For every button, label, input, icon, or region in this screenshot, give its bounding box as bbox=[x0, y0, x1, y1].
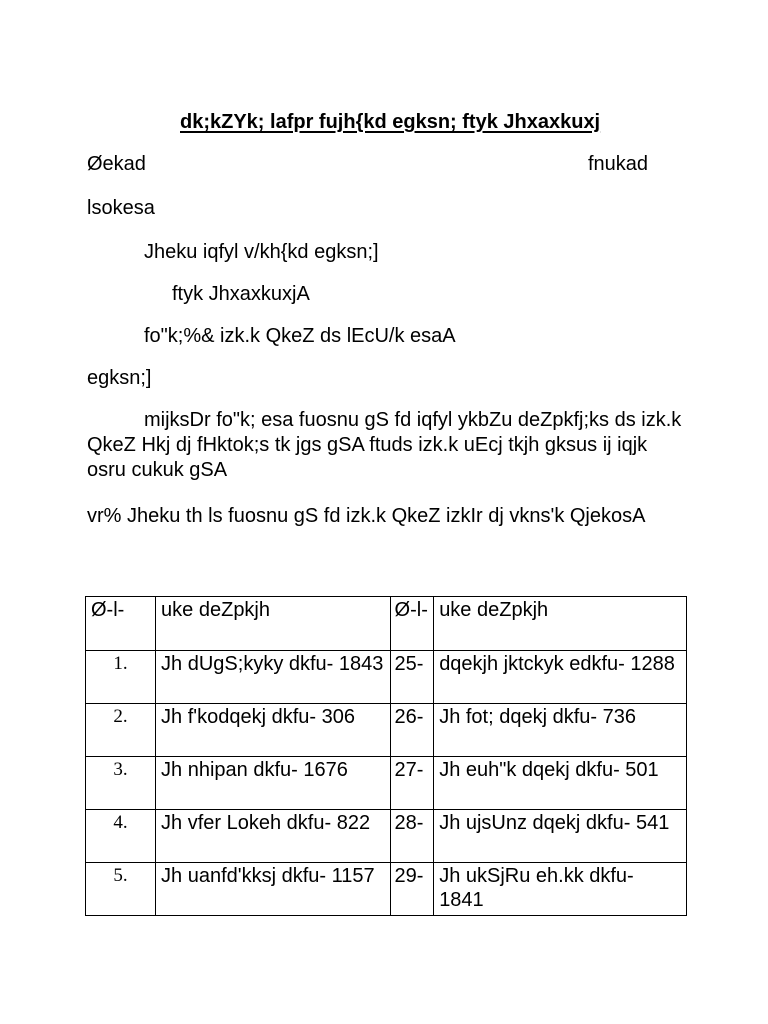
serial-header-left: Ø-l- bbox=[86, 597, 156, 651]
serial-left: 5. bbox=[86, 863, 156, 916]
body-paragraph-2: vr% Jheku th ls fuosnu gS fd izk.k QkeZ izkIr dj vkns'k QjekosA bbox=[87, 505, 646, 527]
reference-number-label: Øekad bbox=[87, 153, 146, 175]
employee-name-right: Jh euh"k dqekj dkfu- 501 bbox=[434, 757, 687, 810]
salutation: egksn;] bbox=[87, 367, 152, 389]
serial-left: 3. bbox=[86, 757, 156, 810]
date-label: fnukad bbox=[588, 153, 649, 175]
serial-left: 1. bbox=[86, 651, 156, 704]
employee-table bbox=[85, 596, 687, 916]
table-header-row bbox=[86, 597, 687, 651]
to-line: lsokesa bbox=[87, 197, 155, 219]
body-paragraph-1: mijksDr fo"k; esa fuosnu gS fd iqfyl ykbZu deZpkfj;ks ds izk.k QkeZ Hkj dj fHktok;s tk jgs gSA ftuds izk.k uEcj tkjh gksus ij iqjk osru cukuk gSA bbox=[87, 409, 682, 481]
table-row bbox=[86, 863, 687, 916]
serial-right: 29- bbox=[390, 863, 434, 916]
serial-left: 4. bbox=[86, 810, 156, 863]
employee-name-right: Jh ujsUnz dqekj dkfu- 541 bbox=[434, 810, 687, 863]
employee-name-left: Jh f'kodqekj dkfu- 306 bbox=[156, 704, 391, 757]
name-header-right: uke deZpkjh bbox=[434, 597, 687, 651]
serial-left: 2. bbox=[86, 704, 156, 757]
employee-name-right: Jh ukSjRu eh.kk dkfu- 1841 bbox=[434, 863, 687, 916]
table-row bbox=[86, 651, 687, 704]
addressee-line-1: Jheku iqfyl v/kh{kd egksn;] bbox=[144, 241, 379, 263]
table-row bbox=[86, 704, 687, 757]
employee-name-left: Jh nhipan dkfu- 1676 bbox=[156, 757, 391, 810]
employee-name-left: Jh uanfd'kksj dkfu- 1157 bbox=[156, 863, 391, 916]
serial-right: 25- bbox=[390, 651, 434, 704]
serial-right: 28- bbox=[390, 810, 434, 863]
employee-name-left: Jh vfer Lokeh dkfu- 822 bbox=[156, 810, 391, 863]
table-row bbox=[86, 757, 687, 810]
employee-name-right: Jh fot; dqekj dkfu- 736 bbox=[434, 704, 687, 757]
serial-right: 26- bbox=[390, 704, 434, 757]
name-header-left: uke deZpkjh bbox=[156, 597, 391, 651]
letter-title: dk;kZYk; lafpr fujh{kd egksn; ftyk Jhxaxkuxj bbox=[180, 111, 601, 133]
serial-header-right: Ø-l- bbox=[390, 597, 434, 651]
employee-name-left: Jh dUgS;kyky dkfu- 1843 bbox=[156, 651, 391, 704]
subject-line: fo"k;%& izk.k QkeZ ds lEcU/k esaA bbox=[144, 325, 456, 347]
table-row bbox=[86, 810, 687, 863]
serial-right: 27- bbox=[390, 757, 434, 810]
addressee-line-2: ftyk JhxaxkuxjA bbox=[172, 283, 310, 305]
employee-name-right: dqekjh jktckyk edkfu- 1288 bbox=[434, 651, 687, 704]
